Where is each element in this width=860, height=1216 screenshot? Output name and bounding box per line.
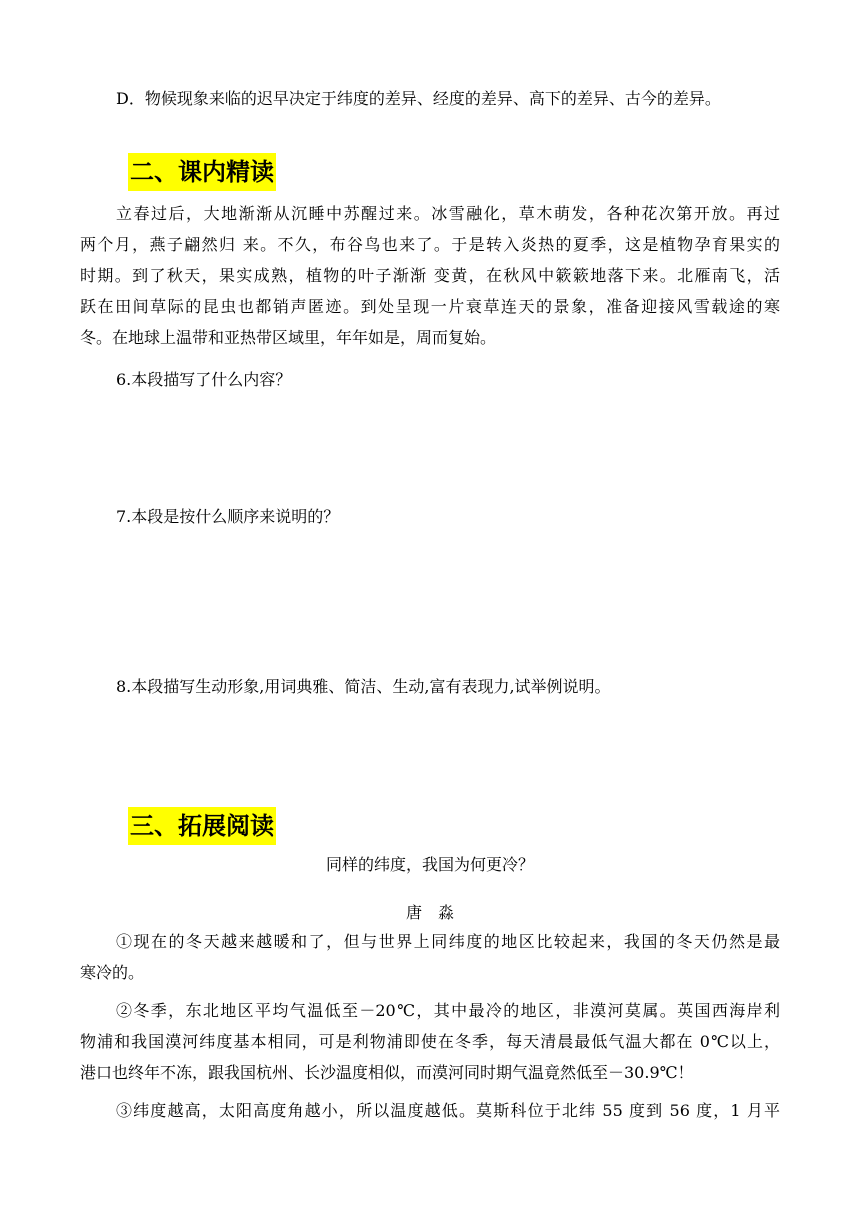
passage-line: 时期。到了秋天，果实成熟，植物的叶子渐渐 变黄，在秋风中簌簌地落下来。北雁南飞，活 [80, 266, 780, 285]
passage-line: 跃在田间草际的昆虫也都销声匿迹。到处呈现一片衰草连天的景象，准备迎接风雪载途的寒 [80, 297, 780, 316]
paragraph-3-line: ③纬度越高，太阳高度角越小，所以温度越低。莫斯科位于北纬 55 度到 56 度，1 月平 [116, 1101, 780, 1120]
paragraph-2-line: 物浦和我国漠河纬度基本相同，可是利物浦即使在冬季，每天清晨最低气温大都在 0℃以上， [80, 1032, 780, 1051]
question-8: 8.本段描写生动形象,用词典雅、简洁、生动,富有表现力,试举例说明。 [116, 677, 611, 696]
paragraph-2-line: ②冬季，东北地区平均气温低至－20℃，其中最冷的地区，非漠河莫属。英国西海岸利 [116, 1001, 780, 1020]
option-d: D．物候现象来临的迟早决定于纬度的差异、经度的差异、高下的差异、古今的差异。 [116, 89, 721, 108]
article-title: 同样的纬度，我国为何更冷？ [325, 855, 534, 874]
passage-line: 冬。在地球上温带和亚热带区域里，年年如是，周而复始。 [80, 328, 497, 347]
section-heading-intensive-reading: 二、课内精读 [128, 153, 276, 191]
article-author: 唐 淼 [405, 903, 454, 922]
passage-line: 立春过后，大地渐渐从沉睡中苏醒过来。冰雪融化，草木萌发，各种花次第开放。再过 [116, 204, 780, 223]
question-7: 7.本段是按什么顺序来说明的？ [116, 507, 340, 526]
section-heading-extended-reading: 三、拓展阅读 [128, 807, 276, 845]
paragraph-1-line: ①现在的冬天越来越暖和了，但与世界上同纬度的地区比较起来，我国的冬天仍然是最 [116, 932, 780, 951]
question-6: 6.本段描写了什么内容？ [116, 370, 292, 389]
paragraph-1-line: 寒冷的。 [80, 963, 145, 982]
passage-line: 两个月，燕子翩然归 来。不久，布谷鸟也来了。于是转入炎热的夏季，这是植物孕育果实的 [80, 235, 780, 254]
paragraph-2-line: 港口也终年不冻，跟我国杭州、长沙温度相似，而漠河同时期气温竟然低至－30.9℃！ [80, 1063, 694, 1082]
